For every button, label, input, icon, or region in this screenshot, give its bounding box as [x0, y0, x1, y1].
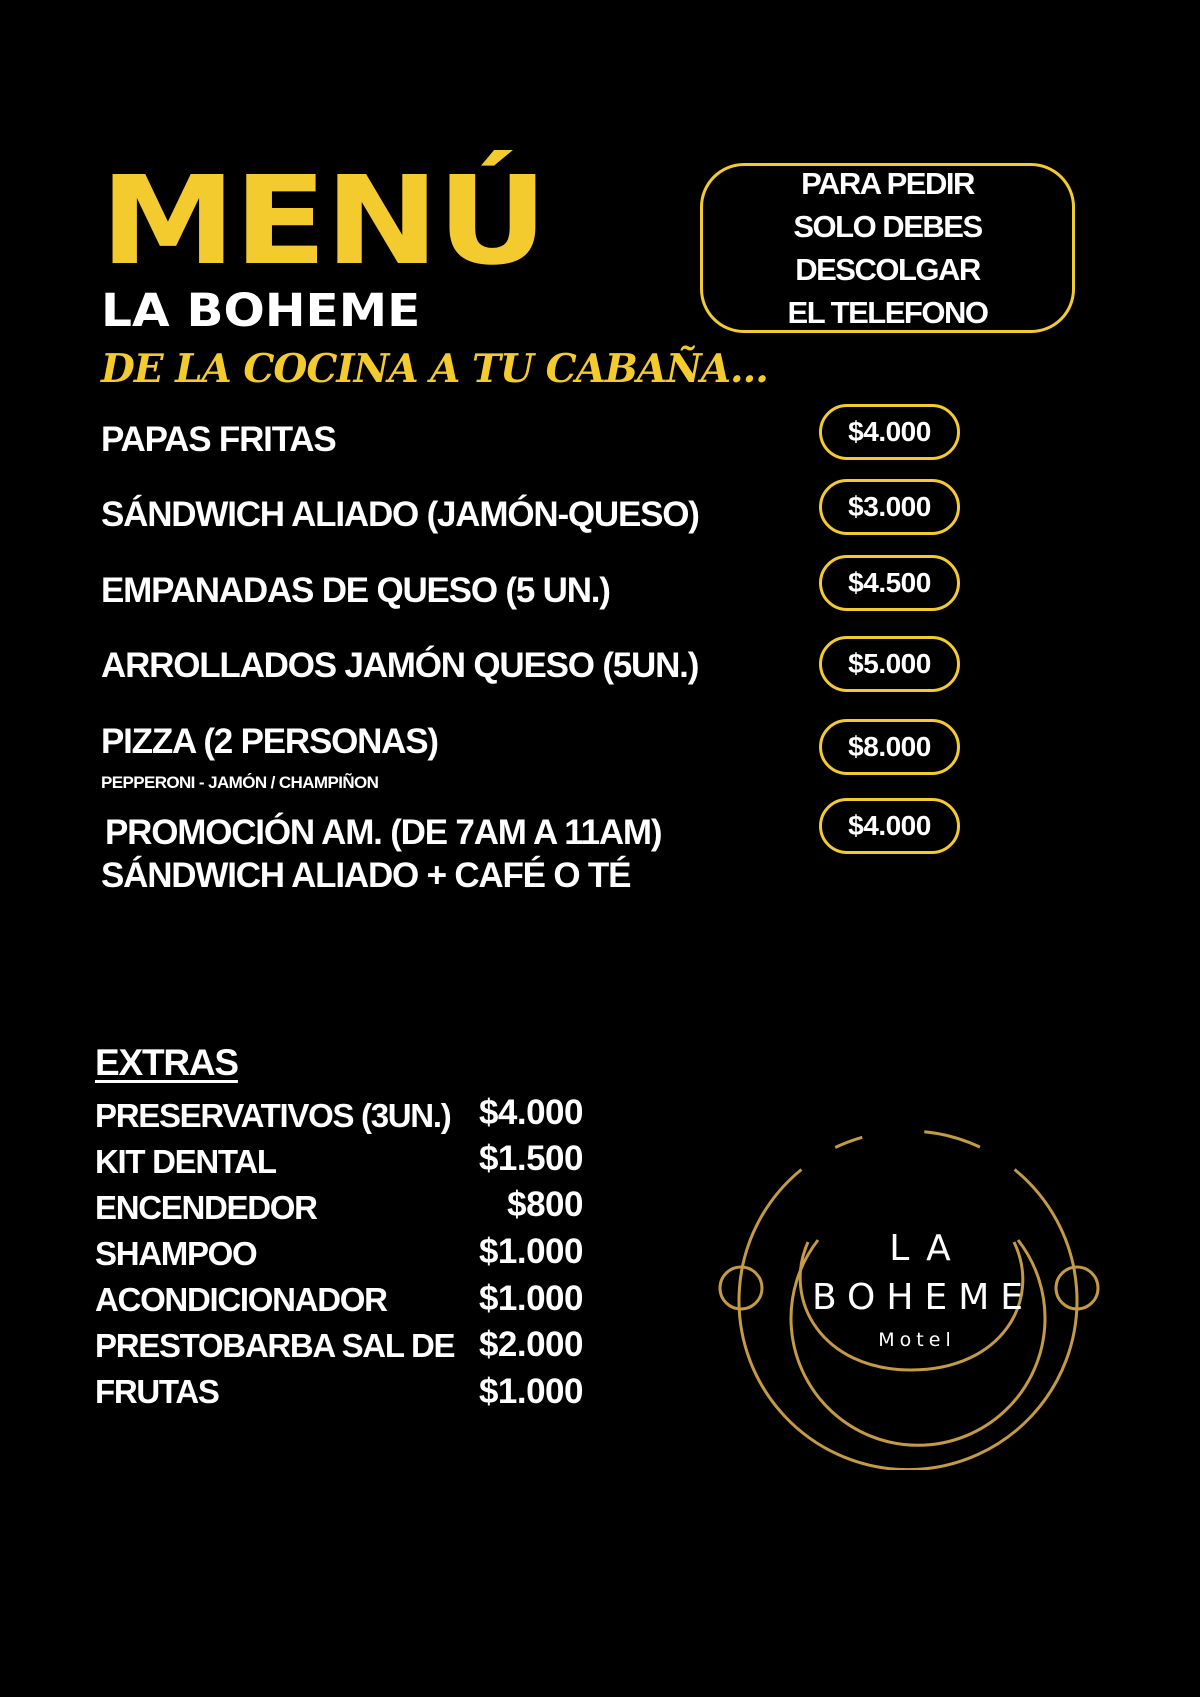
order-notice-box — [700, 163, 1075, 333]
tagline: DE LA COCINA A TU CABAÑA... — [101, 346, 768, 392]
extra-item-name: KIT DENTAL — [95, 1143, 276, 1180]
extra-item-name: SHAMPOO — [95, 1235, 257, 1272]
extra-item-price: $800 — [507, 1185, 583, 1224]
menu-item-price: $5.000 — [819, 636, 960, 692]
menu-item-name-line2: SÁNDWICH ALIADO + CAFÉ O TÉ — [101, 856, 631, 895]
menu-item-name: PAPAS FRITAS — [101, 420, 336, 459]
order-notice-line: EL TELEFONO — [787, 295, 988, 330]
la-boheme-motel-logo — [712, 1110, 1112, 1470]
menu-item-name: PROMOCIÓN AM. (DE 7AM A 11AM) — [105, 813, 662, 852]
extra-item-name: ENCENDEDOR — [95, 1189, 317, 1226]
extra-item-price: $1.000 — [478, 1232, 583, 1271]
logo-text-motel: Motel — [878, 1329, 956, 1351]
extra-item-price: $2.000 — [478, 1325, 583, 1364]
menu-item-name: PIZZA (2 PERSONAS) — [101, 722, 438, 761]
logo-text-boheme: BOHEME — [811, 1277, 1035, 1318]
menu-item-name: EMPANADAS DE QUESO (5 UN.) — [101, 571, 610, 610]
menu-item-name: SÁNDWICH ALIADO (JAMÓN-QUESO) — [101, 495, 699, 534]
menu-item-price: $8.000 — [819, 719, 960, 775]
extra-item-price: $1.000 — [478, 1279, 583, 1318]
logo-text-la: LA — [889, 1228, 967, 1269]
menu-item-price: $4.000 — [819, 404, 960, 460]
extra-item-name: PRESERVATIVOS (3UN.) — [95, 1097, 451, 1134]
extra-item-price: $1.000 — [478, 1372, 583, 1411]
extra-item-price: $1.500 — [478, 1139, 583, 1178]
menu-title: MENÚ — [100, 150, 546, 292]
order-notice-line: PARA PEDIR — [801, 166, 974, 201]
brand-name: LA BOHEME — [101, 284, 421, 337]
extra-item-name: PRESTOBARBA SAL DE — [95, 1327, 455, 1364]
menu-item-price: $4.000 — [819, 798, 960, 854]
menu-item-name: ARROLLADOS JAMÓN QUESO (5UN.) — [101, 646, 699, 685]
menu-item-price: $4.500 — [819, 555, 960, 611]
extra-item-name: ACONDICIONADOR — [95, 1281, 387, 1318]
menu-item-subtitle: PEPPERONI - JAMÓN / CHAMPIÑON — [101, 773, 379, 792]
extras-title: EXTRAS — [95, 1042, 238, 1083]
order-notice-line: SOLO DEBES DESCOLGAR — [793, 209, 982, 287]
extra-item-name: FRUTAS — [95, 1373, 219, 1410]
menu-item-price: $3.000 — [819, 479, 960, 535]
extra-item-price: $4.000 — [478, 1093, 583, 1132]
